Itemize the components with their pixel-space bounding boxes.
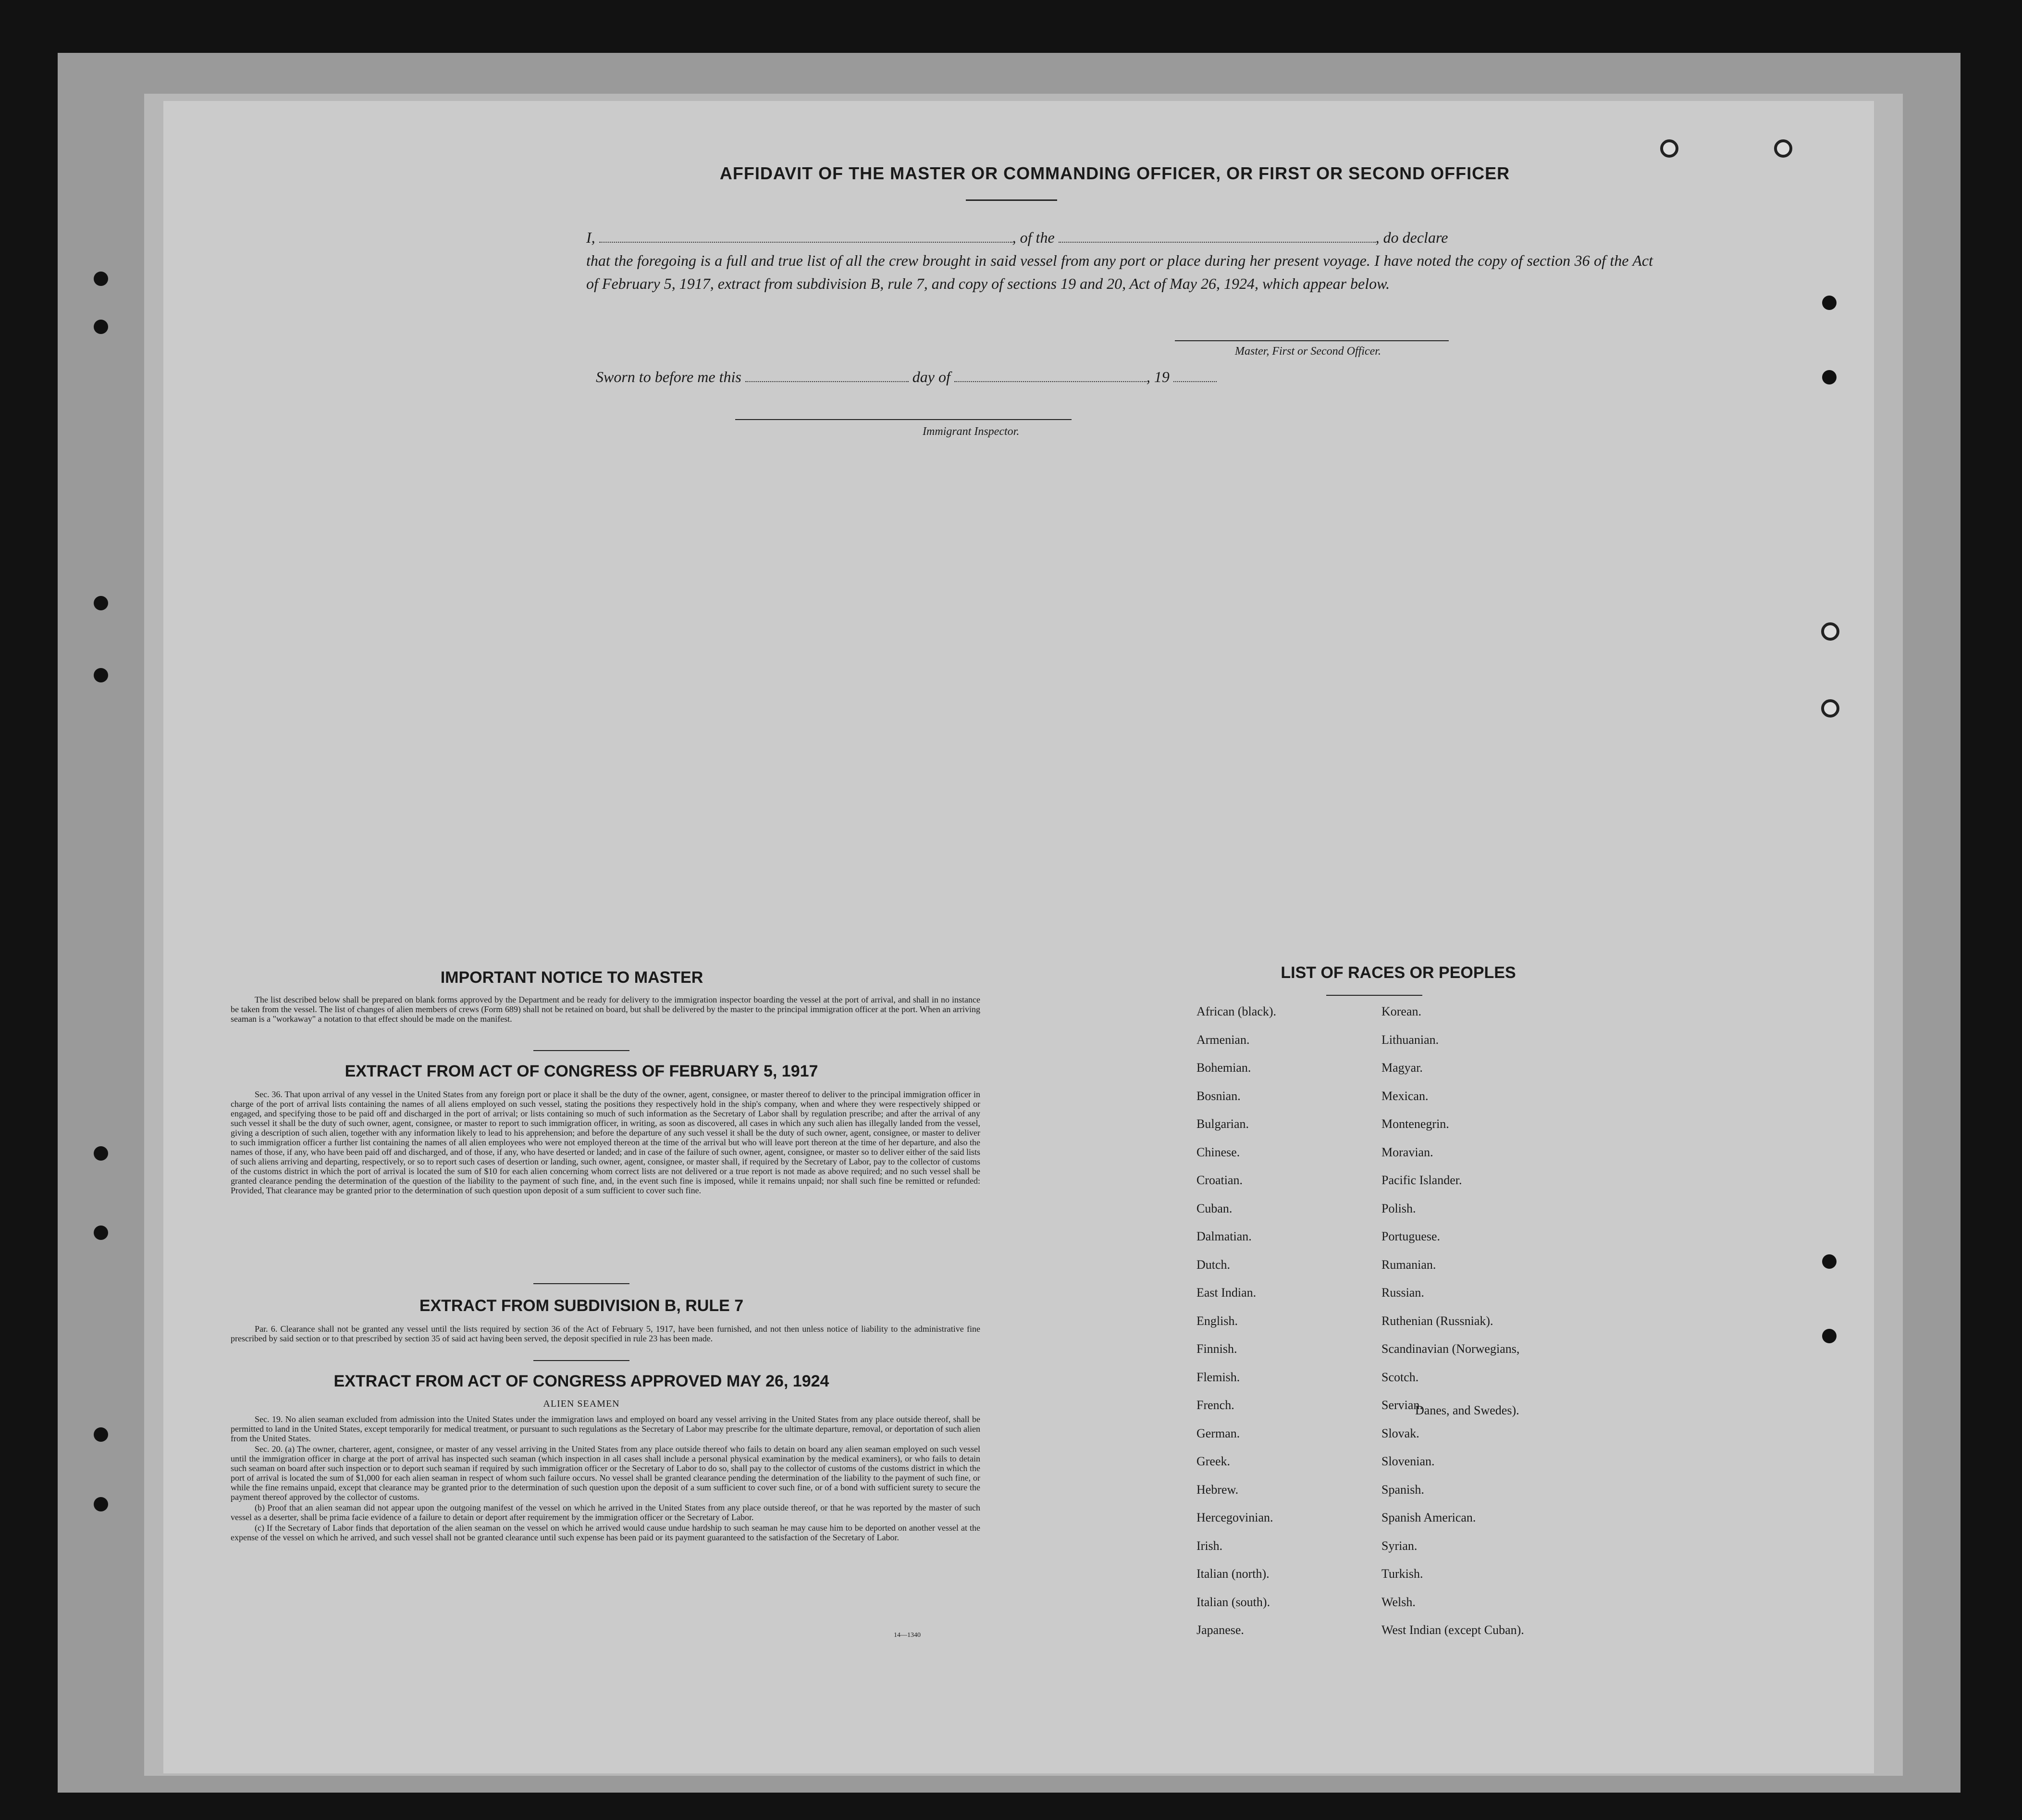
race-item: Mexican.: [1381, 1089, 1429, 1103]
section-rule: [533, 1360, 629, 1361]
affidavit-title: AFFIDAVIT OF THE MASTER OR COMMANDING OFFICER, OR FIRST OR SECOND OFFICER: [719, 163, 1510, 183]
sec-20c-paragraph: (c) If the Secretary of Labor finds that deportation of the alien seaman on the vessel on which he arrived would cause undue hardship to such seaman he may cause him to be deported on another vessel at the expense of the vessel on which he arrived, and such vessel shall not be granted clearance until such expense has been paid or its payment guaranteed to the satisfaction of the Secretary of Labor.: [231, 1523, 980, 1542]
binder-hole: [1822, 1329, 1837, 1343]
rule-7-title: EXTRACT FROM SUBDIVISION B, RULE 7: [419, 1297, 744, 1315]
race-item: African (black).: [1196, 1004, 1277, 1018]
binder-hole: [1822, 1254, 1837, 1269]
race-item: English.: [1196, 1313, 1238, 1328]
binder-hole: [94, 1427, 108, 1442]
race-item: Moravian.: [1381, 1145, 1433, 1159]
race-item: Italian (south).: [1196, 1595, 1270, 1609]
binder-hole: [94, 1226, 108, 1240]
race-item: Scandinavian (Norwegians,: [1381, 1342, 1520, 1356]
race-item: Cuban.: [1196, 1201, 1233, 1215]
binder-ring: [1774, 139, 1792, 158]
sworn-year-blank[interactable]: [1173, 368, 1217, 382]
binder-hole: [94, 1497, 108, 1511]
binder-ring: [1821, 699, 1839, 718]
sec-36-paragraph: Sec. 36. That upon arrival of any vessel in the United States from any foreign port or place it shall be the duty of the owner, agent, consignee, or master thereof to deliver to the principal immigration officer in charge of the port of arrival lists containing the names of all aliens employed on such vessel, stating the positions they respectively hold in the ship's company, when and where they were respectively shipped or engaged, and specifying those to be paid off and discharged in the port of arrival; or lists containing so much of such information as the Secretary of Labor shall by regulation prescribe; and after the arrival of any such vessel it shall be the duty of such owner, agent, consignee, or master to report to such immigration officer, in writing, as soon as discovered, all cases in which any such alien has illegally landed from the vessel, giving a description of such alien, together with any information likely to lead to his apprehension; and before the departure of any such vessel it shall be the duty of such owner, agent, consignee, or master to deliver to such immigration officer a further list containing the names of all alien employees who were not employed thereon at the time of the arrival but who will leave port thereon at the time of her departure, and also the names of those, if any, who have been paid off and discharged, and of those, if any, who have deserted or landed; and in case of the failure of such owner, agent, consignee, or master so to deliver either of the said lists of such aliens arriving and departing, respectively, or so to report such cases of desertion or landing, such owner, agent, consignee, or master shall, if required by the Secretary of Labor, pay to the collector of customs of the customs district in which the port of arrival is located the sum of $10 for each alien concerning whom correct lists are not delivered or a true report is not made as above required; and no such vessel shall be granted clearance pending the determination of the question of the liability to the payment of such fine, and, in the event such fine is imposed, while it remains unpaid; nor shall such fine be remitted or refunded: Provided, That clearance may be granted prior to the determination of such question upon deposit of a sum sufficient to cover such fine.: [231, 1090, 980, 1195]
master-caption: Master, First or Second Officer.: [1235, 345, 1381, 358]
binder-hole: [94, 668, 108, 682]
race-item: Syrian.: [1381, 1538, 1418, 1553]
affidavit-text: [586, 226, 1653, 295]
race-item: Hebrew.: [1196, 1482, 1239, 1497]
race-item: Portuguese.: [1381, 1229, 1441, 1243]
race-item: Armenian.: [1196, 1032, 1250, 1047]
race-item: Irish.: [1196, 1538, 1223, 1553]
binder-hole: [94, 1146, 108, 1161]
race-item: Hercegovinian.: [1196, 1510, 1273, 1524]
rule-7-text: [231, 1324, 980, 1344]
document-page: [163, 101, 1874, 1773]
race-item: Welsh.: [1381, 1595, 1416, 1609]
race-item: Chinese.: [1196, 1145, 1240, 1159]
races-continuation: [1415, 1403, 1519, 1418]
race-item: Slovenian.: [1381, 1454, 1435, 1468]
inspector-caption: Immigrant Inspector.: [923, 425, 1020, 438]
race-item: Dalmatian.: [1196, 1229, 1252, 1243]
sworn-date-blank[interactable]: [745, 368, 909, 382]
race-item: Bulgarian.: [1196, 1117, 1249, 1131]
races-title: LIST OF RACES OR PEOPLES: [1281, 964, 1516, 982]
binder-ring: [1821, 622, 1839, 641]
race-item: Russian.: [1381, 1286, 1424, 1300]
race-item: German.: [1196, 1426, 1240, 1440]
race-item: Japanese.: [1196, 1623, 1244, 1637]
title-rule: [966, 199, 1057, 201]
declaration-body: that the foregoing is a full and true list of all the crew brought in said vessel from any port or place during her present voyage. I have noted the copy of section 36 of the Act of February 5, 1917, extract from subdivision B, rule 7, and copy of sections 19 and 20, Act of May 26, 1924, which appear below.: [586, 252, 1653, 292]
sec-20b-paragraph: (b) Proof that an alien seaman did not appear upon the outgoing manifest of the vessel on which he arrived in the United States from any place outside thereof, or that he was reported by the master of such vessel as a deserter, shall be prima facie evidence of a failure to detain or deport after requirement by the immigration officer or the Secretary of Labor.: [231, 1503, 980, 1522]
races-title-rule: [1326, 995, 1422, 996]
race-item: Bosnian.: [1196, 1089, 1241, 1103]
race-item: Greek.: [1196, 1454, 1231, 1468]
race-item: Turkish.: [1381, 1567, 1423, 1581]
notice-text: [231, 995, 980, 1025]
race-item: Spanish American.: [1381, 1510, 1476, 1524]
sworn-line: [596, 365, 1461, 388]
race-item: Slovak.: [1381, 1426, 1419, 1440]
race-item: Pacific Islander.: [1381, 1173, 1462, 1187]
sworn-label: Sworn to before me this: [596, 368, 741, 385]
declaration-line: [586, 226, 1653, 249]
race-item: Lithuanian.: [1381, 1032, 1439, 1047]
race-item: French.: [1196, 1398, 1234, 1412]
section-rule: [533, 1283, 629, 1284]
race-item: Croatian.: [1196, 1173, 1243, 1187]
race-item: East Indian.: [1196, 1286, 1257, 1300]
race-item: Scotch.: [1381, 1370, 1419, 1384]
binder-ring: [1660, 139, 1678, 158]
binder-hole: [1822, 370, 1837, 384]
day-of-label: day of: [912, 368, 950, 385]
sec-19-paragraph: Sec. 19. No alien seaman excluded from admission into the United States under the immigration laws and employed on board any vessel arriving in the United States from any place outside thereof, shall be permitted to land in the United States, except temporarily for medical treatment, or pursuant to such regulations as the Secretary of Labor may prescribe for the ultimate departure, removal, or deportation of such alien from the United States.: [231, 1414, 980, 1443]
form-number: 14—1340: [894, 1632, 921, 1639]
do-declare-label: , do declare: [1375, 229, 1448, 246]
alien-seamen-subtitle: ALIEN SEAMEN: [543, 1399, 620, 1409]
race-item: Spanish.: [1381, 1482, 1424, 1497]
binder-hole: [1822, 296, 1837, 310]
scandinavian-continuation: Danes, and Swedes).: [1415, 1403, 1519, 1417]
race-item: Ruthenian (Russniak).: [1381, 1313, 1493, 1328]
race-item: Flemish.: [1196, 1370, 1240, 1384]
inspector-signature-line: [735, 419, 1072, 420]
binder-hole: [94, 272, 108, 286]
race-item: Montenegrin.: [1381, 1117, 1449, 1131]
race-item: Dutch.: [1196, 1257, 1231, 1272]
extract-1924-text: [231, 1414, 980, 1543]
race-item: Italian (north).: [1196, 1567, 1270, 1581]
binder-hole: [94, 320, 108, 334]
par-6-paragraph: Par. 6. Clearance shall not be granted any vessel until the lists required by section 36 of the Act of February 5, 1917, have been furnished, and not then unless notice of liability to the administrative fine prescribed by said section or to that prescribed by section 35 of said act having been served, the deposit specified in rule 23 has been made.: [231, 1324, 980, 1343]
race-item: Polish.: [1381, 1201, 1416, 1215]
extract-1917-text: [231, 1090, 980, 1196]
race-item: Finnish.: [1196, 1342, 1237, 1356]
master-signature-line: [1175, 340, 1449, 341]
extract-1924-title: EXTRACT FROM ACT OF CONGRESS APPROVED MAY 26, 1924: [333, 1372, 829, 1390]
declarant-name-blank[interactable]: [599, 228, 1012, 243]
section-rule: [533, 1050, 629, 1051]
extract-1917-title: EXTRACT FROM ACT OF CONGRESS OF FEBRUARY 5, 1917: [345, 1062, 818, 1080]
race-item: Servian.: [1381, 1398, 1423, 1412]
year-label: , 19: [1146, 368, 1170, 385]
race-item: Magyar.: [1381, 1061, 1423, 1075]
race-item: Bohemian.: [1196, 1061, 1251, 1075]
notice-title: IMPORTANT NOTICE TO MASTER: [440, 968, 703, 987]
binder-hole: [94, 596, 108, 610]
race-item: Korean.: [1381, 1004, 1422, 1018]
sec-20a-paragraph: Sec. 20. (a) The owner, charterer, agent, consignee, or master of any vessel arriving in the United States from any place outside thereof who fails to detain on board any alien seaman employed on such vessel until the immigration officer in charge at the port of arrival has inspected such seaman (which inspection in all cases shall include a personal physical examination by the medical examiners), or who fails to detain such seaman on board after such inspection or to deport such seaman if required by such immigration officer or the Secretary of Labor to do so, shall pay to the collector of customs of the customs district in which the port of arrival is located the sum of $1,000 for each alien seaman in respect of whom such failure occurs. No vessel shall be granted clearance pending the determination of the liability to the payment of such fine, or while the fine remains unpaid, except that clearance may be granted prior to the determination of such question upon the deposit of a sum sufficient to cover such fine, or of a bond with sufficient surety to secure the payment thereof approved by the collector of customs.: [231, 1444, 980, 1502]
notice-paragraph: The list described below shall be prepared on blank forms approved by the Department and be ready for delivery to the immigration inspector boarding the vessel at the port of arrival, and shall in no instance be taken from the vessel. The list of changes of alien members of crews (Form 689) shall not be retained on board, but shall be delivered by the master to the principal immigration officer at the port. When an arriving seaman is a "workaway" a notation to that effect should be made on the manifest.: [231, 995, 980, 1024]
sworn-month-blank[interactable]: [954, 368, 1147, 382]
race-item: West Indian (except Cuban).: [1381, 1623, 1524, 1637]
of-the-label: , of the: [1012, 229, 1055, 246]
vessel-name-blank[interactable]: [1059, 228, 1376, 243]
race-item: Rumanian.: [1381, 1257, 1436, 1272]
declarant-prefix: I,: [586, 229, 595, 246]
